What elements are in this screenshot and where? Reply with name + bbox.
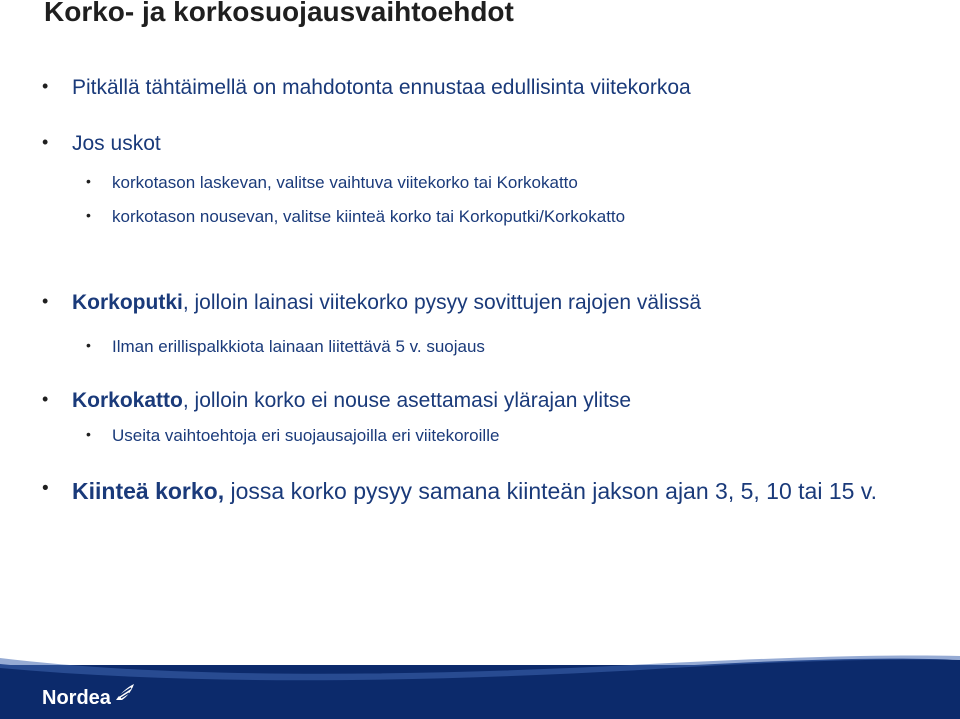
bullet-item: [42, 76, 691, 100]
bullet-text: , jolloin korko ei nouse asettamasi ylärajan ylitse: [182, 389, 632, 412]
nordea-logo: [42, 683, 136, 713]
bullet-text: jossa korko pysyy samana kiinteän jakson ajan 3, 5, 10 tai 15 v.: [224, 478, 877, 504]
page-title: Korko- ja korkosuojausvaihtoehdot: [44, 0, 514, 27]
bullet-keyword: Korkokatto: [72, 389, 183, 412]
sub-bullet-item: [86, 207, 626, 227]
bullet-text: korkotason nousevan, valitse kiinteä korko tai Korkoputki/Korkokatto: [112, 207, 626, 226]
bullet-text: Useita vaihtoehtoja eri suojausajoilla eri viitekoroille: [112, 426, 500, 445]
bullet-icon: •: [86, 426, 91, 442]
footer-wave: [0, 650, 960, 690]
bullet-text: Jos uskot: [72, 132, 161, 155]
bullet-icon: •: [86, 173, 91, 189]
sub-bullet-item: [86, 337, 485, 357]
bullet-icon: •: [42, 132, 49, 152]
bullet-text: Ilman erillispalkkiota lainaan liitettävä 5 v. suojaus: [112, 337, 485, 356]
bullet-icon: •: [86, 207, 91, 223]
bullet-icon: •: [42, 76, 49, 96]
bullet-icon: •: [86, 337, 91, 353]
bullet-item: [42, 132, 161, 156]
bullet-text: korkotason laskevan, valitse vaihtuva viitekorko tai Korkokatto: [112, 173, 578, 192]
bullet-keyword: Kiinteä korko,: [72, 478, 225, 504]
logo-sail-icon: [114, 682, 136, 702]
bullet-text: , jolloin lainasi viitekorko pysyy sovittujen rajojen välissä: [182, 291, 702, 314]
bullet-item: [42, 291, 702, 315]
sub-bullet-item: [86, 173, 578, 193]
bullet-icon: •: [42, 389, 49, 409]
bullet-item: [42, 478, 877, 505]
bullet-text: Pitkällä tähtäimellä on mahdotonta ennustaa edullisinta viitekorkoa: [72, 76, 691, 99]
bullet-item: [42, 389, 632, 413]
sub-bullet-item: [86, 426, 500, 446]
bullet-icon: •: [42, 478, 49, 499]
bullet-icon: •: [42, 291, 49, 311]
logo-text: Nordea: [42, 686, 111, 709]
bullet-keyword: Korkoputki: [72, 291, 183, 314]
